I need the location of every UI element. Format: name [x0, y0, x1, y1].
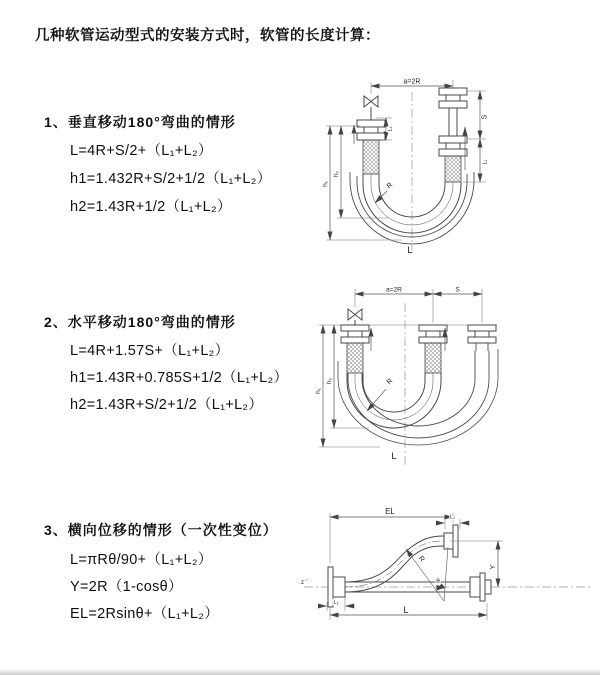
- angle-construction: [406, 547, 448, 601]
- valve-icon: [348, 309, 362, 325]
- section-3-formula-Y: Y=2R（1-cosθ）: [70, 579, 183, 595]
- section-2-formula-h2: h2=1.43R+S/2+1/2（L₁+L₂）: [70, 397, 264, 413]
- hose-s-curve: [345, 536, 444, 592]
- scan-edge-shadow: [0, 669, 600, 675]
- right-braid-section: [445, 156, 461, 182]
- dim-label-y: Y: [490, 564, 497, 570]
- dim-label-el: EL: [385, 507, 395, 516]
- right-pipe-upper-flange: [439, 88, 467, 108]
- lower-right-flange: [470, 573, 491, 601]
- diagram-lateral-displacement: [298, 503, 600, 651]
- middle-braid-section: [425, 343, 441, 373]
- dim-label-s: S: [455, 286, 460, 294]
- section-1-heading: 1、垂直移动180°弯曲的情形: [44, 114, 236, 130]
- dim-label-s: S: [481, 114, 489, 120]
- section-2-formula-L: L=4R+1.57S+（L₁+L₂）: [70, 343, 230, 359]
- right-pipe-lower-flange: [439, 136, 467, 156]
- dim-label-radius: R: [416, 555, 426, 564]
- dim-label-l1-top: L₁: [450, 514, 455, 521]
- dim-label-length: L: [403, 605, 409, 615]
- axis-mark-label: z: [301, 580, 304, 586]
- section-2-formula-h1: h1=1.43R+0.785S+1/2（L₁+L₂）: [70, 370, 289, 386]
- section-3-formula-L: L=πRθ/90+（L₁+L₂）: [70, 552, 213, 568]
- valve-icon: [364, 96, 378, 120]
- right-pipe-flange: [468, 325, 496, 343]
- dim-label-h2: h₂: [333, 170, 340, 178]
- right-pipe-stem: [476, 343, 488, 351]
- diagram-vertical-180-bend: [310, 72, 600, 262]
- section-2-heading: 2、水平移动180°弯曲的情形: [44, 314, 236, 330]
- page-title: 几种软管运动型式的安装方式时，软管的长度计算：: [35, 28, 380, 44]
- right-pipe-body: [449, 108, 457, 136]
- section-3-heading: 3、横向位移的情形（一次性变位）: [44, 522, 278, 538]
- dim-label-length: L: [391, 451, 397, 462]
- dim-label-l1-left: L₁: [333, 600, 339, 606]
- middle-pipe-flange: [419, 325, 447, 343]
- dim-label-h1: h₁: [322, 181, 329, 187]
- section-3-formula-EL: EL=2Rsinθ+（L₁+L₂）: [70, 606, 220, 622]
- dim-label-h2: h₂: [326, 377, 333, 385]
- dim-label-a2r: a=2R: [386, 286, 402, 294]
- section-1-formula-h1: h1=1.432R+S/2+1/2（L₁+L₂）: [70, 171, 272, 187]
- dim-label-a2r: a=2R: [403, 78, 421, 86]
- dim-label-radius: R: [385, 181, 395, 191]
- left-braid-section: [347, 343, 363, 373]
- left-pipe-flange: [341, 325, 369, 343]
- left-pipe-flange: [357, 120, 385, 140]
- dim-label-l1-right: L₁: [482, 159, 489, 165]
- left-braid-section: [363, 140, 379, 174]
- dim-label-length: L: [407, 245, 413, 256]
- dim-label-l1-left: L₁: [387, 126, 394, 132]
- section-1-formula-h2: h2=1.43R+1/2（L₁+L₂）: [70, 199, 232, 215]
- dimension-lines: [318, 513, 503, 620]
- dim-label-h1: h₁: [315, 388, 322, 394]
- diagram-horizontal-180-bend: [305, 281, 600, 473]
- dim-label-radius: R: [385, 377, 395, 387]
- dim-label-theta: θ: [436, 578, 440, 585]
- section-1-formula-L: L=4R+S/2+（L₁+L₂）: [70, 143, 213, 159]
